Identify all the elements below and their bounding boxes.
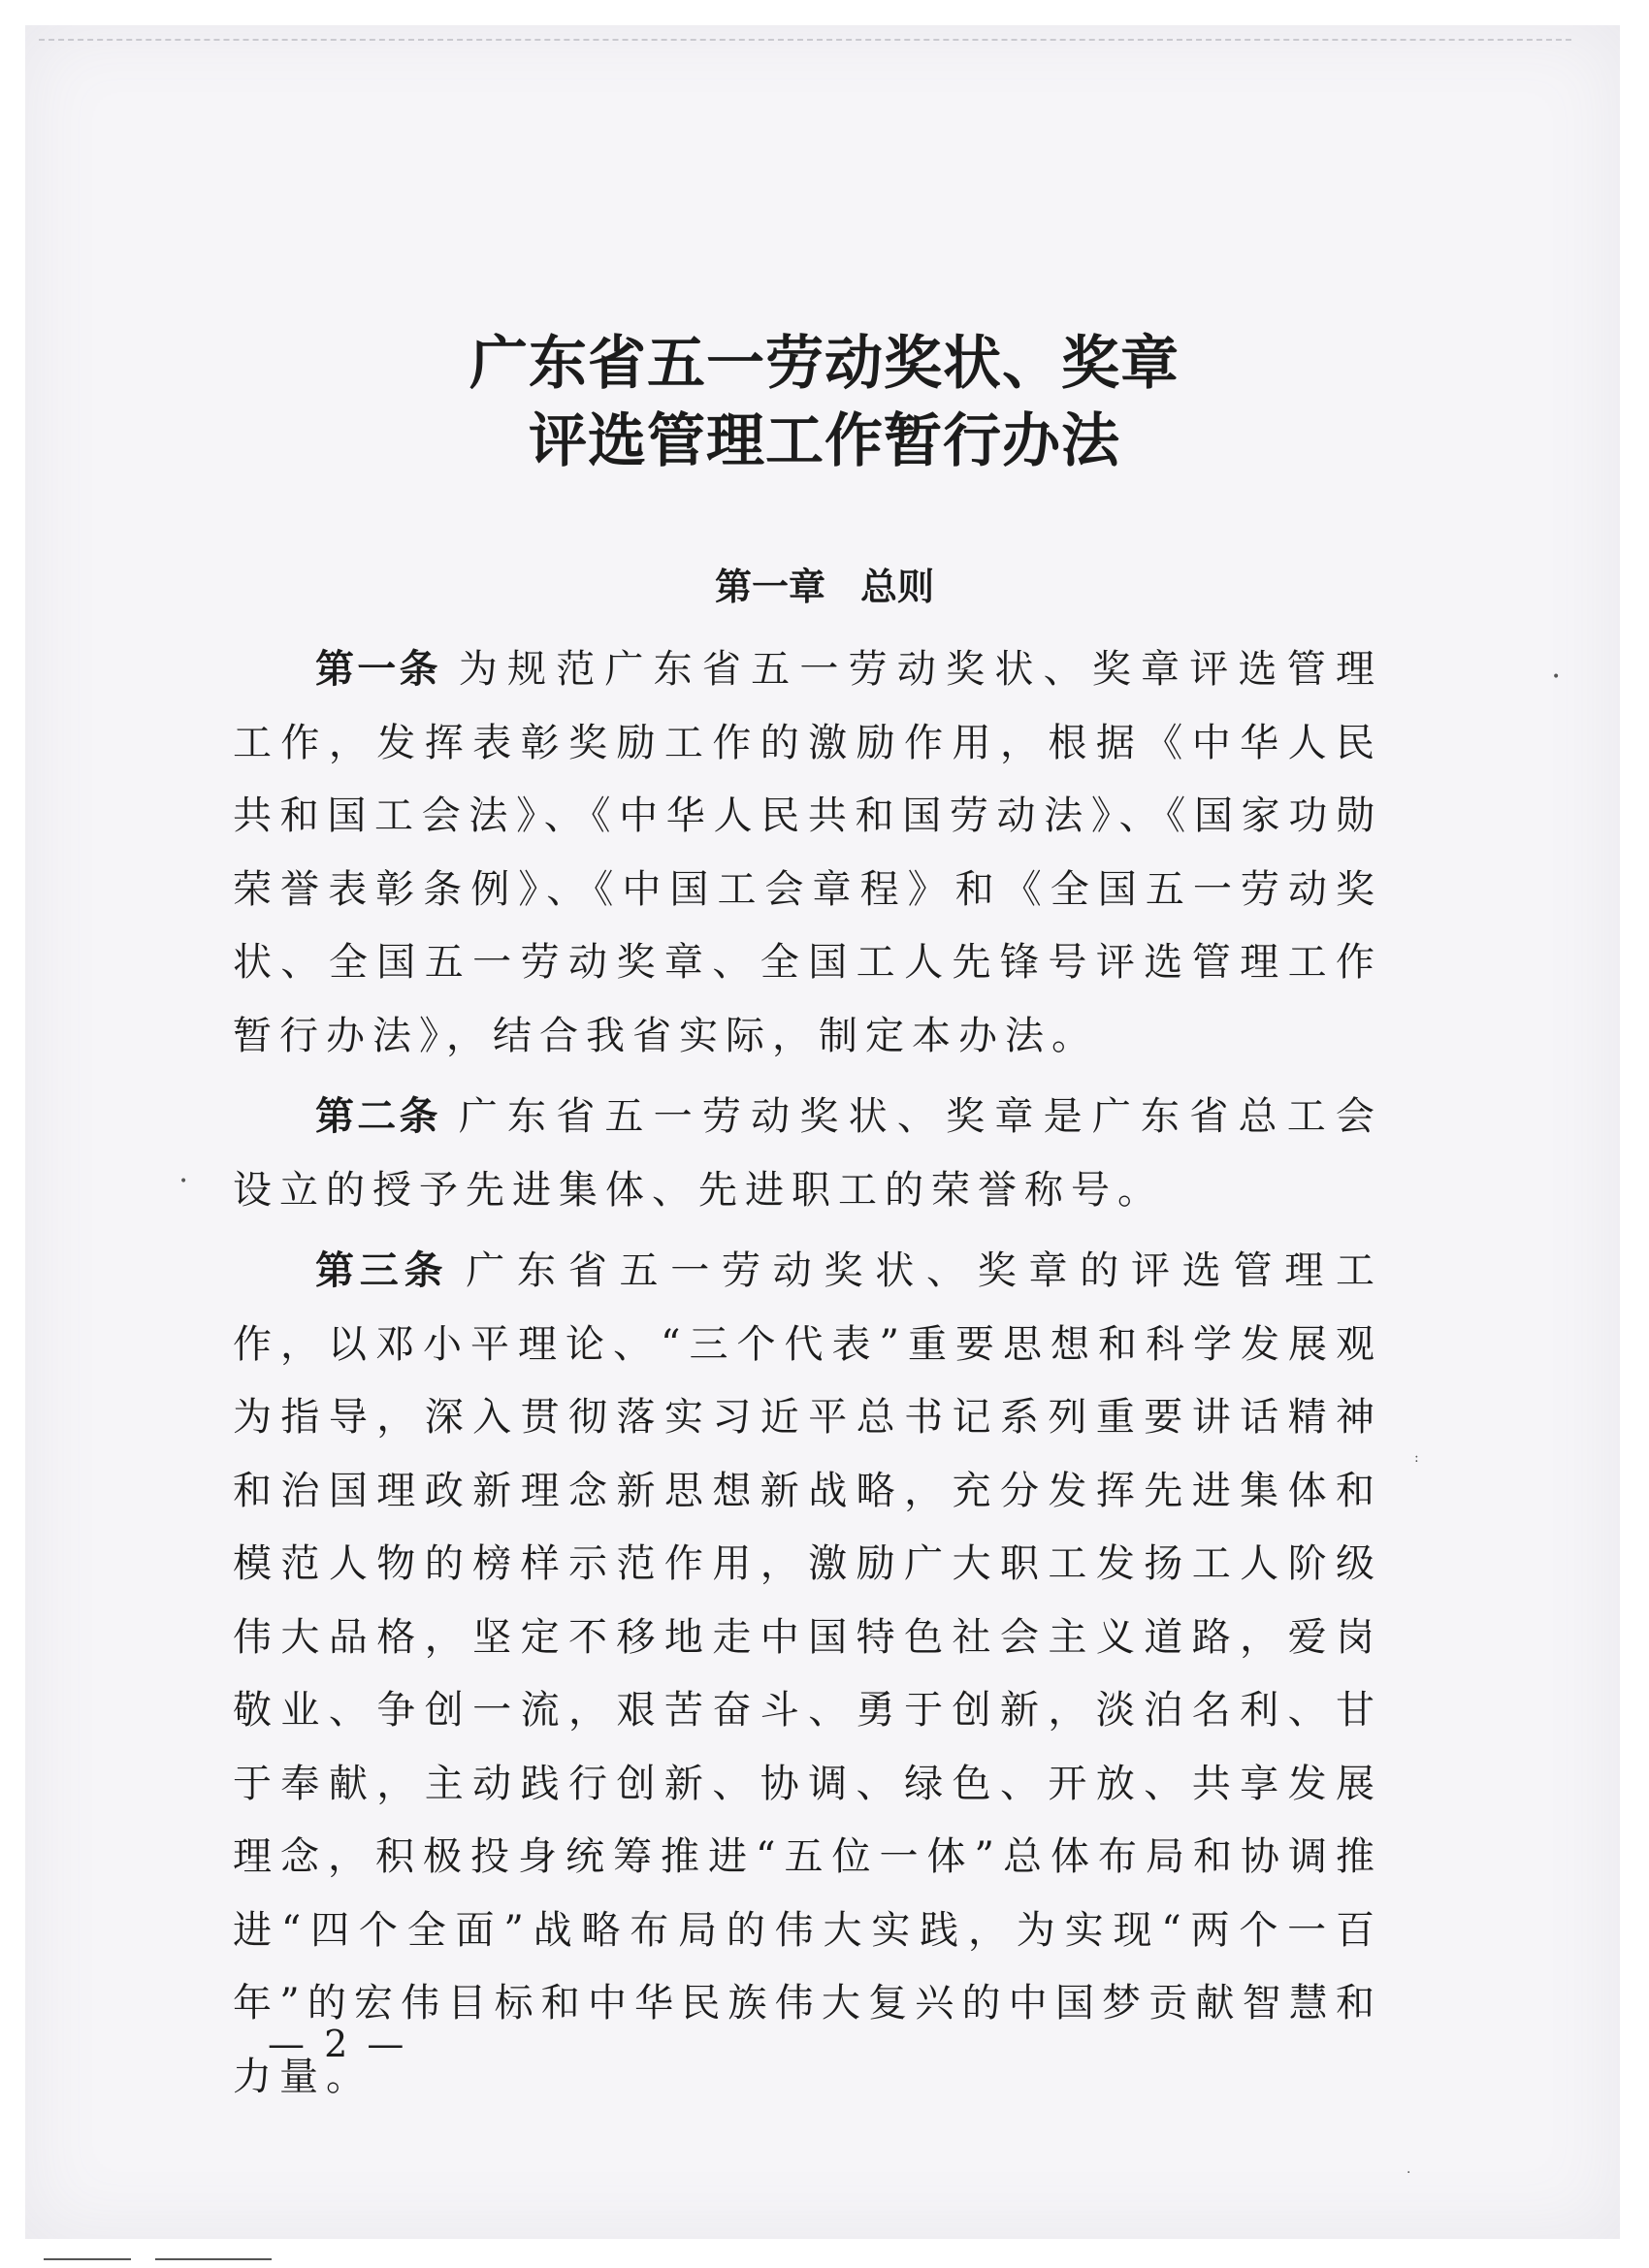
- article-1-text: 为规范广东省五一劳动奖状、奖章评选管理工作，发挥表彰奖励工作的激励作用，根据《中华人民共和国工会法》、《中华人民共和国劳动法》、《国家功勋荣誉表彰条例》、《中国工会章程》和《全国五一劳动奖状、全国五一劳动奖章、全国工人先锋号评选管理工作暂行办法》，结合我省实际，制定本办法。: [233, 647, 1383, 1058]
- article-3-text: 广东省五一劳动奖状、奖章的评选管理工作，以邓小平理论、“三个代表”重要思想和科学发展观为指导，深入贯彻落实习近平总书记系列重要讲话精神和治国理政新理念新思想新战略，充分发挥先进集体和模范人物的榜样示范作用，激励广大职工发扬工人阶级伟大品格，坚定不移地走中国特色社会主义道路，爱岗敬业、争创一流，艰苦奋斗、勇于创新，淡泊名利、甘于奉献，主动践行创新、协调、绿色、开放、共享发展理念，积极投身统筹推进“五位一体”总体布局和协调推进“四个全面”战略布局的伟大实践，为实现“两个一百年”的宏伟目标和中华民族伟大复兴的中国梦贡献智慧和力量。: [233, 1248, 1382, 2099]
- scan-speck: ·: [1406, 2165, 1411, 2181]
- article-2-text: 广东省五一劳动奖状、奖章是广东省总工会设立的授予先进集体、先进职工的荣誉称号。: [233, 1094, 1383, 1213]
- article-3-label: 第三条: [315, 1248, 449, 1293]
- scan-speck: •: [1552, 669, 1561, 685]
- article-1: [233, 633, 1382, 1073]
- scan-speck: :: [1414, 1450, 1419, 1466]
- article-2-label: 第二条: [315, 1094, 441, 1139]
- chapter-name: 总则: [860, 566, 935, 608]
- scan-speck: •: [179, 1174, 188, 1189]
- page-number: — 2 —: [268, 2023, 408, 2065]
- bottom-rule-right: [155, 2258, 272, 2260]
- article-1-label: 第一条: [315, 647, 441, 692]
- bottom-rule-left: [44, 2258, 131, 2260]
- top-dashed-rule: [39, 39, 1571, 41]
- document-body: [233, 633, 1382, 2122]
- article-3: [233, 1235, 1382, 2114]
- article-2: [233, 1081, 1382, 1227]
- chapter-heading: [0, 563, 1649, 611]
- document-title-line-2: 评选管理工作暂行办法: [529, 407, 1120, 475]
- document-title-line-1: 广东省五一劳动奖状、奖章: [469, 330, 1180, 398]
- chapter-number: 第一章: [714, 566, 825, 608]
